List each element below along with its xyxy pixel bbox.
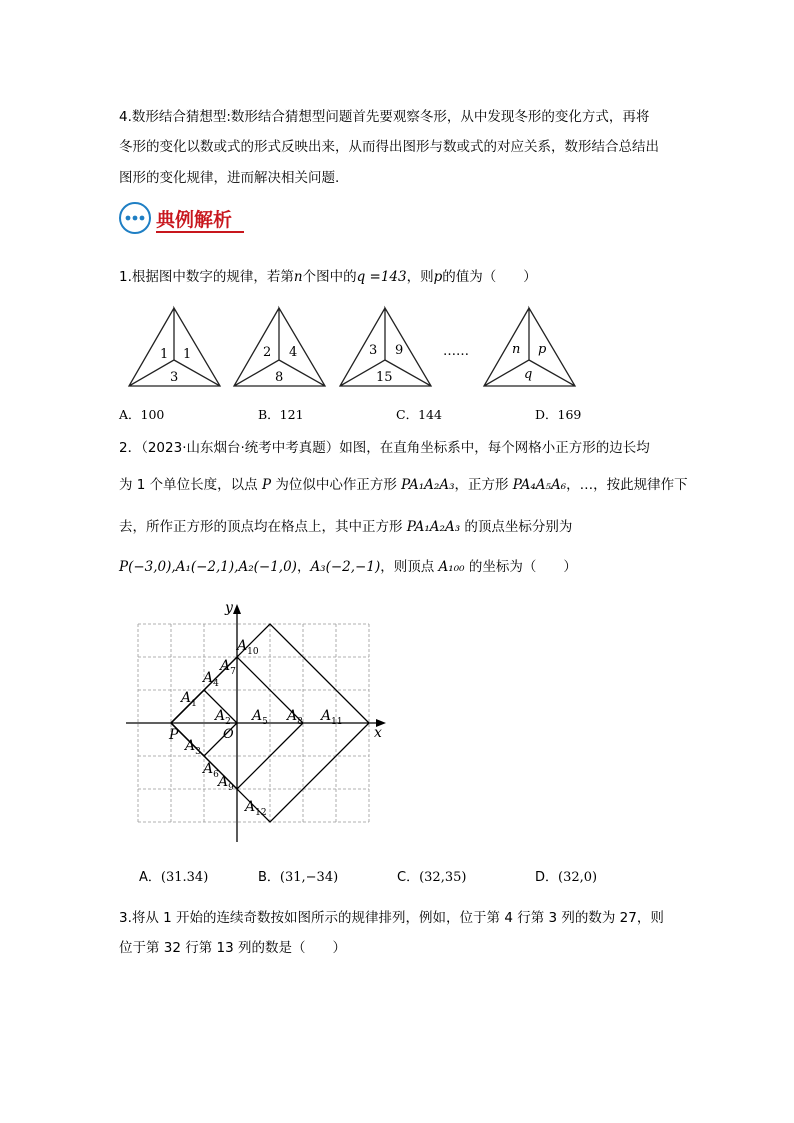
vertex-labels <box>179 638 343 818</box>
tri3-left: 3 <box>369 343 378 358</box>
vertex-label-a8: $A_8$ <box>287 708 303 727</box>
q2-line-1: 2．（2023·山东烟台·统考中考真题）如图，在直角坐标系中，每个网格小正方形的边长均 <box>119 440 650 456</box>
intro-line-3: 图形的变化规律，进而解决相关问题. <box>119 170 340 186</box>
vertex-label-a4: $A_4$ <box>203 670 219 689</box>
vertex-label-a7: $A_7$ <box>220 658 236 677</box>
vertex-label-a11: $A_{11}$ <box>321 708 343 727</box>
tri2-bottom: 8 <box>275 370 284 385</box>
q1-option-b[interactable]: B．121 <box>258 407 304 422</box>
intro-line-2: 冬形的变化以数或式的形式反映出来，从而得出图形与数或式的对应关系，数形结合总结出 <box>119 139 659 155</box>
tri3-right: 9 <box>395 343 404 358</box>
tri2-left: 2 <box>263 345 272 360</box>
q1-triangle-figures <box>120 300 610 395</box>
q2-option-a[interactable]: A．(31.34) <box>139 870 209 885</box>
tri1-left: 1 <box>160 347 169 362</box>
vertex-label-a5: $A_5$ <box>252 708 268 727</box>
q1-option-c[interactable]: C．144 <box>396 407 442 422</box>
section-title: 典例解析 <box>156 209 233 231</box>
q2-line-2: 为 1 个单位长度，以点 P 为位似中心作正方形 PA₁A₂A₃，正方形 PA₄A₅A₆，…，按此规律作下 <box>119 477 688 493</box>
vertex-label-a9: $A_9$ <box>218 774 234 793</box>
q2-option-c[interactable]: C．(32,35) <box>397 870 467 885</box>
tri1-right: 1 <box>183 347 192 362</box>
q2-line-3: 去，所作正方形的顶点均在格点上，其中正方形 PA₁A₂A₃ 的顶点坐标分别为 <box>119 519 573 535</box>
vertex-label-a12: $A_{12}$ <box>245 799 267 818</box>
q3-line-2: 位于第 32 行第 13 列的数是（ ） <box>119 940 347 956</box>
vertex-label-a10: $A_{10}$ <box>237 638 259 657</box>
vertex-label-a1: $A_1$ <box>181 690 197 709</box>
q1-option-d[interactable]: D．169 <box>535 407 582 422</box>
vertex-label-a3: $A_3$ <box>185 738 201 757</box>
triangle-figure-3 <box>340 308 431 386</box>
section-underline <box>156 231 244 233</box>
q3-line-1: 3.将从 1 开始的连续奇数按如图所示的规律排列，例如，位于第 4 行第 3 列的数为 27，则 <box>119 910 664 926</box>
triangle-figure-n <box>484 308 575 386</box>
tri2-right: 4 <box>289 345 298 360</box>
point-p-label: P <box>169 727 179 743</box>
intro-line-1: 4.数形结合猜想型:数形结合猜想型问题首先要观察冬形，从中发现冬形的变化方式，再将 <box>119 109 650 125</box>
q2-option-d[interactable]: D．(32,0) <box>535 870 598 885</box>
triangle-figure-1 <box>129 308 220 386</box>
q2-option-b[interactable]: B．(31,−34) <box>258 870 339 885</box>
tri3-bottom: 15 <box>376 370 393 385</box>
x-axis-label: x <box>374 725 382 741</box>
tri-n-bottom: q <box>524 367 533 382</box>
tri1-bottom: 3 <box>170 370 179 385</box>
ellipsis-circle-icon <box>118 201 152 235</box>
ellipsis: …… <box>443 344 469 359</box>
q2-coordinate-graph <box>120 598 400 846</box>
q1-option-a[interactable]: A．100 <box>119 407 165 422</box>
vertex-label-a6: $A_6$ <box>203 761 219 780</box>
q2-line-4: P(−3,0),A₁(−2,1),A₂(−1,0)，A₃(−2,−1)，则顶点 A₁₀₀ 的坐标为（ ） <box>119 559 577 575</box>
section-header <box>118 201 248 235</box>
origin-label: O <box>223 727 234 742</box>
triangle-figure-2 <box>234 308 325 386</box>
q1-stem: 1.根据图中数字的规律，若第n个图中的q =143，则p的值为（ ） <box>119 269 537 285</box>
vertex-label-a2: $A_2$ <box>215 708 231 727</box>
tri-n-right: p <box>538 342 547 357</box>
y-axis-label: y <box>225 600 233 616</box>
y-axis-arrow <box>233 604 241 614</box>
tri-n-left: n <box>512 342 521 357</box>
